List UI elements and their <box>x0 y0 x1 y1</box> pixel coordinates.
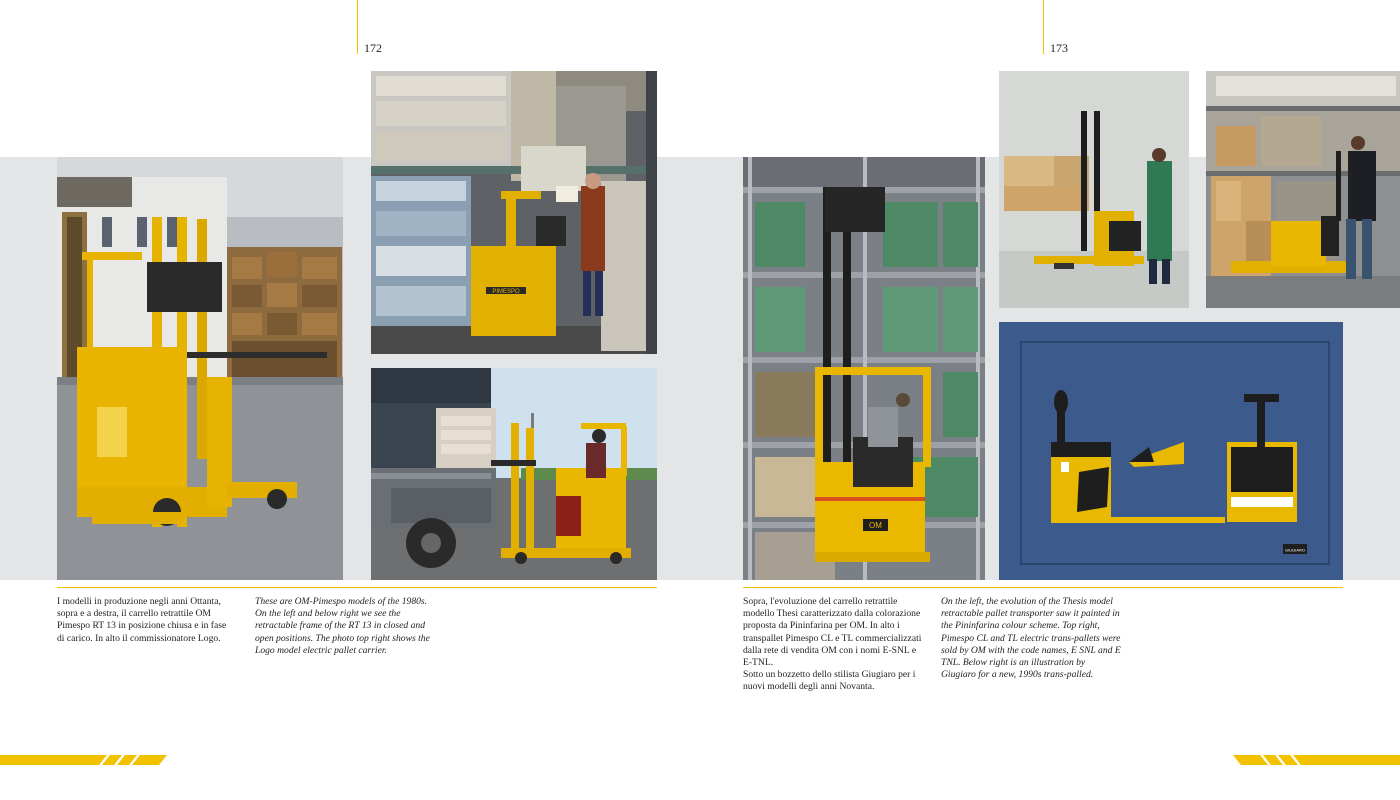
photo-logo-warehouse <box>371 71 657 354</box>
photo-pimespo-tl-warehouse <box>1206 71 1400 308</box>
om-badge-text: OM <box>869 521 882 530</box>
caption-right-italian-para-1: Sopra, l'evoluzione del carrello retrattile modello Thesi caratterizzato dalla colorazione proposta da Pininfarina per OM. In alto i transpallet Pimespo CL e TL commercializzati dalla rete di vendita OM con i nomi E-SNL e E-TNL. <box>743 596 922 669</box>
caption-right-english: On the left, the evolution of the Thesis model retractable pallet transporter saw it painted in the Pininfarina colour scheme. Top right, Pimespo CL and TL electric trans-pallets were sold by OM with the code names, E SNL and E TNL. Below right is an illustration by Giugiaro for a new, 1990s trans-palled. <box>941 596 1121 681</box>
giugiaro-signature-text: GIUGIARO <box>1284 547 1306 553</box>
pimespo-logo-text: PIMESPO <box>492 289 520 295</box>
decor-stripes-left <box>0 753 170 765</box>
caption-right-italian <box>743 596 923 694</box>
page-rule-right <box>1043 0 1044 54</box>
caption-right-italian-para-2: Sotto un bozzetto dello stilista Giugiaro per i nuovi modelli degli anni Novanta. <box>743 669 916 693</box>
photo-thesi-warehouse <box>743 157 985 580</box>
photo-rt13-truck-loading <box>371 368 657 580</box>
caption-rule-left <box>57 587 657 588</box>
page-number-left: 172 <box>364 41 382 55</box>
caption-rule-right <box>743 587 1343 588</box>
decor-stripes-right <box>1230 753 1400 765</box>
photo-pimespo-cl-studio <box>999 71 1189 308</box>
caption-left-english: These are OM-Pimespo models of the 1980s. On the left and below right we see the retractable frame of the RT 13 in closed and open positions. The photo top right shows the Logo model electric pallet carrier. <box>255 596 430 656</box>
photo-giugiaro-sketch <box>999 322 1343 580</box>
page-rule-left <box>357 0 358 54</box>
caption-left-italian: I modelli in produzione negli anni Ottanta, sopra e a destra, il carrello retrattile OM Pimespo RT 13 in posizione chiusa e in fase di carico. In alto il commissionatore Logo. <box>57 596 227 644</box>
page-number-right: 173 <box>1050 41 1068 55</box>
photo-rt13-outdoor <box>57 157 343 580</box>
